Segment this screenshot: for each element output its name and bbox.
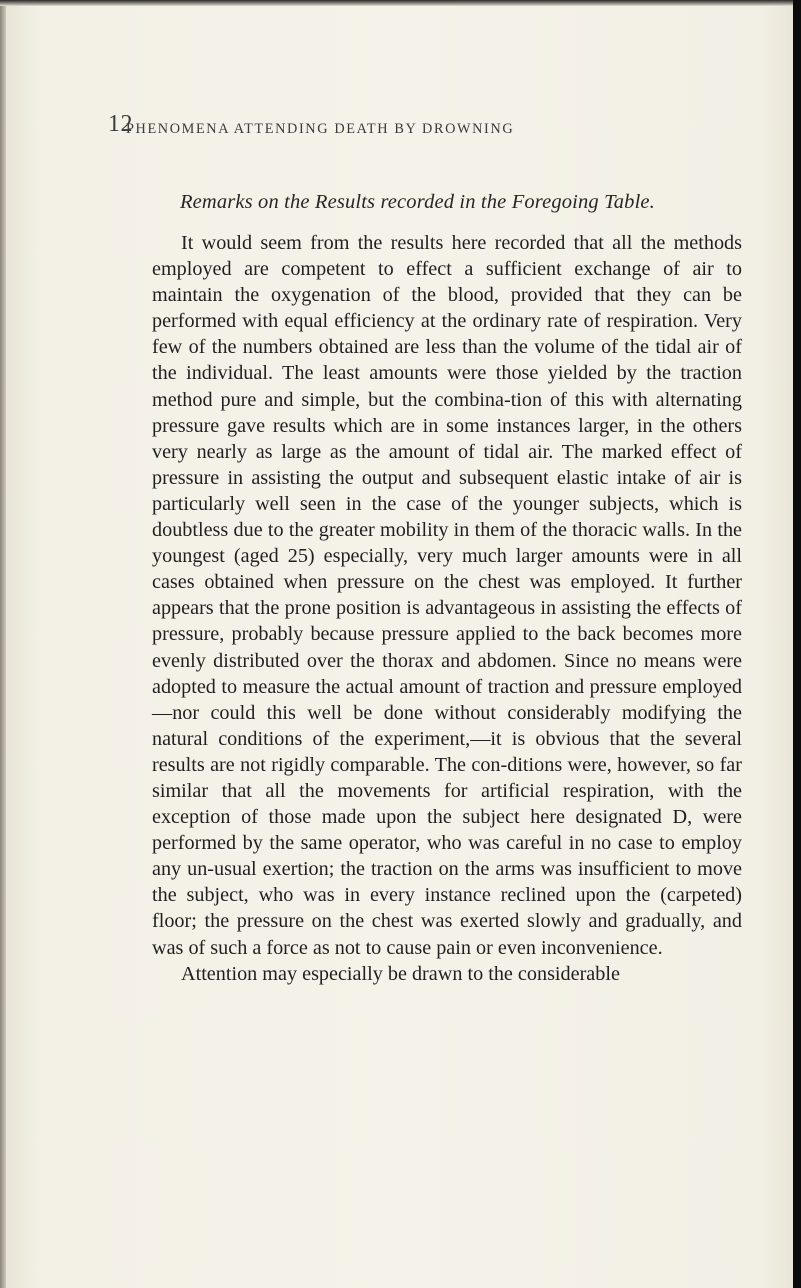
- paragraph: It would seem from the results here recorded that all the methods employed are competent to effect a sufficient exchange of air to maintain the oxygenation of the blood, provided that they can be performed with equal efficiency at the ordinary rate of respiration. Very few of the numbers obtained are less than the volume of the tidal air of the individual. The least amounts were those yielded by the traction method pure and simple, but the combina-tion of this with alternating pressure gave results which are in some instances larger, in the others very nearly as large as the amount of tidal air. The marked effect of pressure in assisting the output and subsequent elastic intake of air is particularly well seen in the case of the younger subjects, which is doubtless due to the greater mobility in them of the thoracic walls. In the youngest (aged 25) especially, very much larger amounts were in all cases obtained when pressure on the chest was employed. It further appears that the prone position is advantageous in assisting the effects of pressure, probably because pressure applied to the back becomes more evenly distributed over the thorax and abdomen. Since no means were adopted to measure the actual amount of traction and pressure employed —nor could this well be done without considerably modifying the natural conditions of the experiment,—it is obvious that the several results are not rigidly comparable. The con-ditions were, however, so far similar that all the movements for artificial respiration, with the exception of those made upon the subject here designated D, were performed by the same operator, who was careful in no case to employ any un-usual exertion; the traction on the arms was insufficient to move the subject, who was in every instance reclined upon the (carpeted) floor; the pressure on the chest was exerted slowly and gradually, and was of such a force as not to cause pain or even inconvenience.: [152, 232, 742, 959]
- section-heading: Remarks on the Results recorded in the Foregoing Table.: [180, 191, 655, 213]
- paragraph: Attention may especially be drawn to the considerable: [181, 962, 620, 985]
- page-number: 12: [108, 111, 133, 137]
- page-top-edge: [0, 0, 793, 6]
- running-head-title: PHENOMENA ATTENDING DEATH BY DROWNING: [126, 121, 515, 137]
- body-text: [152, 230, 742, 987]
- page-left-edge: [0, 0, 6, 1288]
- scan-border-right: [793, 0, 801, 1288]
